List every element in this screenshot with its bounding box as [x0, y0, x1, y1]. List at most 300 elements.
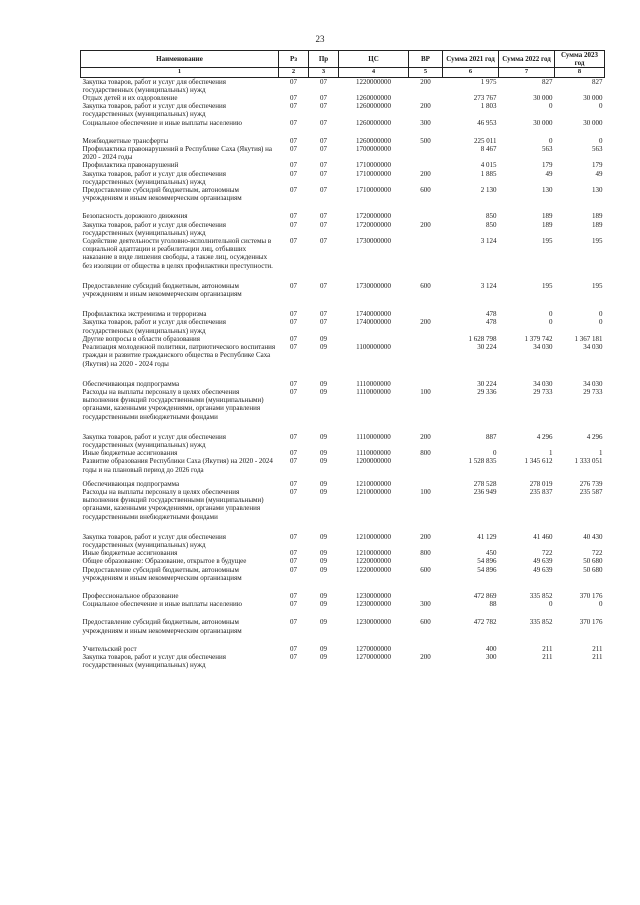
cell-name: Содействие деятельности уголовно-исполнительной системы в социальной адаптации и реабилитации лиц, отбывших наказание в виде лишения свободы, а также лиц, осужденных без изоляции от общества в целях профилактики преступности. [82, 237, 273, 270]
table-row [81, 343, 605, 380]
cell-name: Расходы на выплаты персоналу в целях обеспечения выполнения функций государственными (муниципальными) органами, казенными учреждениями, органами управления государственными внебюджетными фондами [82, 487, 264, 521]
cell-pr: 07 [320, 161, 327, 170]
cell-pr: 09 [320, 549, 327, 558]
cell-rz: 07 [290, 457, 297, 466]
cell-sum-2021: 478 [486, 310, 497, 319]
cell-cs: 1220000000 [356, 565, 391, 574]
cell-name: Иные бюджетные ассигнования [82, 549, 178, 558]
cell-rz: 07 [290, 487, 297, 496]
cell-vr [409, 343, 443, 380]
cell-sum-2021: 2 130 [480, 186, 497, 195]
cell-vr [409, 212, 443, 220]
cell-pr: 09 [320, 387, 327, 396]
cell-pr: 09 [320, 565, 327, 574]
cell-rz: 07 [290, 237, 297, 246]
cell-cs: 1110000000 [356, 449, 391, 458]
cell-vr: 200 [420, 532, 431, 541]
cell-sum-2022: 0 [549, 310, 553, 319]
cell-sum-2022: 179 [542, 161, 553, 170]
cell-cs: 1220000000 [356, 77, 391, 86]
cell-cs: 1710000000 [356, 169, 391, 178]
cell-vr: 100 [420, 487, 431, 496]
cell-sum-2023: 1 367 181 [574, 334, 603, 343]
cell-pr: 09 [320, 479, 327, 488]
cell-sum-2021: 1 803 [480, 102, 497, 111]
cell-sum-2022: 49 639 [533, 557, 553, 566]
cell-sum-2023: 4 296 [586, 432, 603, 441]
cell-sum-2021: 278 528 [473, 479, 497, 488]
cell-sum-2021: 273 767 [473, 94, 497, 103]
cell-vr [409, 557, 443, 565]
cell-sum-2021: 472 869 [473, 591, 497, 600]
cell-sum-2021: 1 628 798 [468, 334, 497, 343]
header-cs: ЦС [339, 51, 409, 68]
cell-sum-2022: 1 345 612 [524, 457, 553, 466]
cell-name: Обеспечивающая подпрограмма [82, 379, 180, 388]
cell-sum-2021: 850 [486, 212, 497, 221]
cell-pr: 07 [320, 186, 327, 195]
cell-sum-2023: 563 [592, 145, 603, 154]
table-row [81, 600, 605, 618]
cell-vr [409, 335, 443, 343]
cell-sum-2023: 276 739 [579, 479, 603, 488]
cell-rz: 07 [290, 118, 297, 127]
cell-rz: 07 [290, 379, 297, 388]
cell-sum-2023: 40 430 [583, 532, 603, 541]
cell-rz: 07 [290, 532, 297, 541]
cell-cs: 1210000000 [356, 487, 391, 496]
cell-vr: 600 [420, 281, 431, 290]
cell-pr: 09 [320, 532, 327, 541]
cell-cs: 1730000000 [356, 281, 391, 290]
cell-name: Развитие образования Республики Саха (Якутия) на 2020 - 2024 годы и на плановый период до 2026 года [82, 457, 273, 474]
cell-sum-2023: 1 [599, 449, 603, 458]
cell-cs: 1260000000 [356, 102, 391, 111]
table-row [81, 533, 605, 549]
cell-vr [409, 161, 443, 169]
header-pr: Пр [309, 51, 339, 68]
cell-pr: 07 [320, 281, 327, 290]
cell-sum-2022: 189 [542, 220, 553, 229]
cell-rz: 07 [290, 136, 297, 145]
cell-pr: 09 [320, 379, 327, 388]
table-row [81, 282, 605, 310]
cell-sum-2021: 46 953 [477, 118, 497, 127]
cell-name: Закупка товаров, работ и услуг для обеспечения государственных (муниципальных) нужд [82, 220, 226, 237]
cell-sum-2023: 0 [599, 136, 603, 145]
cell-pr: 09 [320, 618, 327, 627]
cell-rz: 07 [290, 186, 297, 195]
cell-rz: 07 [290, 557, 297, 566]
table-row [81, 488, 605, 533]
table-body [81, 77, 605, 669]
cell-sum-2021: 225 011 [474, 136, 497, 145]
cell-cs: 1200000000 [356, 457, 391, 466]
cell-vr: 600 [420, 618, 431, 627]
header-num: 5 [409, 68, 443, 77]
cell-vr: 500 [420, 136, 431, 145]
header-sum-2022: Сумма 2022 год [499, 51, 555, 68]
cell-name: Предоставление субсидий бюджетным, автономным учреждениям и иным некоммерческим организациям [82, 618, 242, 635]
table-row [81, 592, 605, 600]
table-row [81, 137, 605, 145]
cell-sum-2023: 235 587 [579, 487, 603, 496]
cell-vr: 100 [420, 387, 431, 396]
cell-vr: 300 [420, 600, 431, 609]
cell-sum-2022: 41 460 [533, 532, 553, 541]
table-row [81, 170, 605, 186]
cell-sum-2023: 130 [592, 186, 603, 195]
cell-name: Профилактика правонарушений [82, 161, 179, 170]
cell-cs: 1110000000 [356, 432, 391, 441]
table-row [81, 653, 605, 669]
cell-vr [409, 145, 443, 161]
table-row [81, 237, 605, 282]
cell-name: Предоставление субсидий бюджетным, автономным учреждениям и иным некоммерческим организациям [82, 186, 242, 203]
cell-sum-2022: 1 379 742 [524, 334, 553, 343]
cell-sum-2022: 827 [542, 77, 553, 86]
cell-sum-2022: 189 [542, 212, 553, 221]
cell-sum-2023: 30 000 [583, 94, 603, 103]
cell-cs: 1260000000 [356, 136, 391, 145]
cell-sum-2023: 50 680 [583, 557, 603, 566]
header-num: 7 [499, 68, 555, 77]
cell-pr: 09 [320, 591, 327, 600]
cell-cs [339, 335, 409, 343]
cell-sum-2023: 34 030 [583, 343, 603, 352]
cell-sum-2023: 370 176 [579, 618, 603, 627]
cell-rz: 07 [290, 565, 297, 574]
cell-cs: 1100000000 [356, 343, 391, 352]
cell-sum-2021: 300 [486, 652, 497, 661]
table-row [81, 77, 605, 94]
cell-sum-2023: 0 [599, 318, 603, 327]
cell-name: Закупка товаров, работ и услуг для обеспечения государственных (муниципальных) нужд [82, 652, 226, 670]
cell-sum-2022: 49 639 [533, 565, 553, 574]
cell-rz: 07 [290, 618, 297, 627]
cell-sum-2022: 30 000 [533, 94, 553, 103]
header-sum-2021: Сумма 2021 год [443, 51, 499, 68]
table-row [81, 102, 605, 118]
cell-pr: 07 [320, 318, 327, 327]
cell-pr: 07 [320, 102, 327, 111]
cell-vr: 600 [420, 565, 431, 574]
cell-cs: 1710000000 [356, 161, 391, 170]
header-num: 1 [81, 68, 279, 77]
cell-sum-2023: 50 680 [583, 565, 603, 574]
cell-name: Отдых детей и их оздоровление [82, 94, 178, 103]
header-num: 6 [443, 68, 499, 77]
cell-vr: 200 [420, 432, 431, 441]
cell-name: Обеспечивающая подпрограмма [82, 479, 180, 488]
cell-name: Другие вопросы в области образования [82, 334, 201, 343]
cell-cs: 1740000000 [356, 318, 391, 327]
cell-pr: 07 [320, 118, 327, 127]
cell-rz: 07 [290, 343, 297, 352]
cell-sum-2021: 450 [486, 549, 497, 558]
cell-cs: 1210000000 [356, 532, 391, 541]
cell-name: Социальное обеспечение и иные выплаты населению [82, 600, 242, 609]
cell-sum-2021: 54 896 [477, 557, 497, 566]
header-num: 3 [309, 68, 339, 77]
cell-pr: 07 [320, 212, 327, 221]
cell-rz: 07 [290, 169, 297, 178]
table-row [81, 549, 605, 557]
table-row [81, 161, 605, 169]
table-row [81, 449, 605, 457]
cell-name: Закупка товаров, работ и услуг для обеспечения государственных (муниципальных) нужд [82, 532, 226, 549]
table-row [81, 557, 605, 565]
cell-sum-2021: 1 885 [480, 169, 497, 178]
table-row [81, 310, 605, 318]
cell-pr: 07 [320, 145, 327, 154]
cell-sum-2023: 0 [599, 102, 603, 111]
cell-rz: 07 [290, 600, 297, 609]
cell-vr: 800 [420, 449, 431, 458]
cell-sum-2023: 179 [592, 161, 603, 170]
cell-sum-2021: 850 [486, 220, 497, 229]
cell-sum-2022: 563 [542, 145, 553, 154]
cell-name: Расходы на выплаты персоналу в целях обеспечения выполнения функций государственными (муниципальными) органами, казенными учреждениями, органами управления государственными внебюджетными фондами [82, 387, 264, 421]
cell-vr: 200 [420, 318, 431, 327]
cell-vr [409, 457, 443, 479]
cell-vr [409, 480, 443, 488]
cell-vr: 300 [420, 118, 431, 127]
cell-name: Общее образование: Образование, открытое в будущее [82, 557, 247, 566]
header-vr: ВР [409, 51, 443, 68]
cell-sum-2021: 88 [489, 600, 497, 609]
cell-name: Реализация молодежной политики, патриотического воспитания граждан и развитие гражданского общества в Республике Саха (Якутия) на 2020 - 2024 годы [82, 343, 276, 368]
cell-vr: 200 [420, 102, 431, 111]
cell-name: Закупка товаров, работ и услуг для обеспечения государственных (муниципальных) нужд [82, 77, 226, 94]
table-header [81, 51, 605, 78]
cell-sum-2023: 0 [599, 310, 603, 319]
cell-sum-2021: 30 224 [477, 379, 497, 388]
cell-sum-2023: 195 [592, 237, 603, 246]
cell-cs: 1220000000 [356, 557, 391, 566]
cell-sum-2023: 189 [592, 212, 603, 221]
cell-sum-2023: 195 [592, 281, 603, 290]
cell-sum-2022: 335 852 [529, 618, 553, 627]
cell-name: Иные бюджетные ассигнования [82, 449, 178, 458]
cell-pr: 07 [320, 77, 327, 86]
cell-rz: 07 [290, 212, 297, 221]
cell-pr: 09 [320, 343, 327, 352]
cell-sum-2023: 722 [592, 549, 603, 558]
cell-sum-2021: 1 528 835 [468, 457, 497, 466]
cell-rz: 07 [290, 644, 297, 653]
cell-sum-2023: 34 030 [583, 379, 603, 388]
table-row [81, 457, 605, 479]
cell-pr: 09 [320, 334, 327, 343]
table-row [81, 433, 605, 449]
cell-name: Безопасность дорожного движения [82, 212, 188, 221]
cell-sum-2022: 722 [542, 549, 553, 558]
cell-sum-2022: 34 030 [533, 379, 553, 388]
table-row [81, 645, 605, 653]
cell-sum-2022: 29 733 [533, 387, 553, 396]
cell-sum-2023: 211 [592, 644, 603, 653]
cell-name: Закупка товаров, работ и услуг для обеспечения государственных (муниципальных) нужд [82, 318, 226, 335]
cell-name: Профилактика правонарушений в Республике Саха (Якутия) на 2020 - 2024 годы [82, 145, 272, 162]
cell-sum-2023: 211 [592, 652, 603, 661]
cell-vr: 200 [420, 77, 431, 86]
header-num: 8 [555, 68, 605, 77]
cell-pr: 09 [320, 652, 327, 661]
cell-sum-2023: 189 [592, 220, 603, 229]
cell-cs: 1270000000 [356, 652, 391, 661]
cell-pr: 09 [320, 557, 327, 566]
cell-vr [409, 94, 443, 102]
cell-sum-2022: 30 000 [533, 118, 553, 127]
cell-pr: 07 [320, 136, 327, 145]
cell-cs: 1110000000 [356, 379, 391, 388]
cell-cs: 1230000000 [356, 600, 391, 609]
cell-rz: 07 [290, 318, 297, 327]
cell-rz: 07 [290, 432, 297, 441]
cell-sum-2023: 49 [595, 169, 603, 178]
cell-sum-2023: 370 176 [579, 591, 603, 600]
header-num: 4 [339, 68, 409, 77]
cell-pr: 07 [320, 310, 327, 319]
page-number: 23 [315, 34, 325, 44]
cell-rz: 07 [290, 387, 297, 396]
cell-name: Предоставление субсидий бюджетным, автономным учреждениям и иным некоммерческим организациям [82, 281, 242, 299]
cell-pr: 09 [320, 600, 327, 609]
budget-table [80, 50, 605, 669]
cell-name: Социальное обеспечение и иные выплаты населению [82, 118, 242, 127]
cell-vr: 600 [420, 186, 431, 195]
cell-sum-2021: 30 224 [477, 343, 497, 352]
cell-name: Закупка товаров, работ и услуг для обеспечения государственных (муниципальных) нужд [82, 432, 226, 449]
cell-sum-2023: 827 [592, 77, 603, 86]
cell-sum-2022: 49 [545, 169, 553, 178]
cell-cs: 1210000000 [356, 479, 391, 488]
cell-rz: 07 [290, 334, 297, 343]
cell-pr: 07 [320, 169, 327, 178]
header-rz: Рз [279, 51, 309, 68]
cell-sum-2022: 1 [549, 449, 553, 458]
cell-name: Закупка товаров, работ и услуг для обеспечения государственных (муниципальных) нужд [82, 102, 226, 119]
cell-cs: 1210000000 [356, 549, 391, 558]
cell-rz: 07 [290, 220, 297, 229]
cell-sum-2022: 130 [542, 186, 553, 195]
cell-sum-2023: 29 733 [583, 387, 603, 396]
table-row [81, 186, 605, 212]
cell-rz: 07 [290, 145, 297, 154]
cell-pr: 09 [320, 457, 327, 466]
cell-sum-2021: 236 949 [473, 487, 497, 496]
cell-vr: 200 [420, 169, 431, 178]
cell-cs: 1110000000 [356, 387, 391, 396]
cell-sum-2021: 1 975 [480, 77, 497, 86]
table-row [81, 566, 605, 592]
cell-vr [409, 592, 443, 600]
cell-rz: 07 [290, 310, 297, 319]
cell-cs: 1720000000 [356, 212, 391, 221]
cell-vr: 800 [420, 549, 431, 558]
cell-cs: 1710000000 [356, 186, 391, 195]
cell-cs: 1730000000 [356, 237, 391, 246]
cell-name: Учительский рост [82, 644, 137, 653]
cell-cs: 1230000000 [356, 591, 391, 600]
header-num: 2 [279, 68, 309, 77]
cell-sum-2022: 0 [549, 136, 553, 145]
cell-cs: 1720000000 [356, 220, 391, 229]
cell-rz: 07 [290, 161, 297, 170]
cell-pr: 09 [320, 644, 327, 653]
cell-cs: 1260000000 [356, 118, 391, 127]
cell-sum-2022: 34 030 [533, 343, 553, 352]
cell-sum-2021: 478 [486, 318, 497, 327]
cell-sum-2021: 3 124 [480, 237, 497, 246]
cell-cs: 1270000000 [356, 644, 391, 653]
cell-sum-2022: 235 837 [529, 487, 553, 496]
cell-pr: 09 [320, 487, 327, 496]
cell-sum-2021: 8 467 [480, 145, 497, 154]
table-row [81, 480, 605, 488]
cell-sum-2021: 4 015 [480, 161, 497, 170]
table-row [81, 119, 605, 137]
table-row [81, 618, 605, 644]
cell-sum-2021: 472 782 [473, 618, 497, 627]
table-row [81, 212, 605, 220]
cell-vr: 200 [420, 652, 431, 661]
cell-name: Профессиональное образование [82, 591, 179, 600]
cell-sum-2023: 1 333 051 [574, 457, 603, 466]
cell-cs: 1700000000 [356, 145, 391, 154]
cell-sum-2022: 195 [542, 281, 553, 290]
table-row [81, 221, 605, 237]
cell-sum-2021: 0 [493, 449, 497, 458]
cell-pr: 07 [320, 94, 327, 103]
cell-rz: 07 [290, 652, 297, 661]
cell-name: Профилактика экстремизма и терроризма [82, 310, 207, 319]
cell-cs: 1230000000 [356, 618, 391, 627]
cell-pr: 07 [320, 237, 327, 246]
cell-pr: 09 [320, 449, 327, 458]
cell-vr [409, 380, 443, 388]
cell-cs: 1740000000 [356, 310, 391, 319]
cell-sum-2021: 41 129 [477, 532, 497, 541]
header-sum-2023: Сумма 2023 год [555, 51, 605, 68]
cell-sum-2022: 211 [542, 644, 553, 653]
cell-rz: 07 [290, 479, 297, 488]
cell-sum-2022: 4 296 [536, 432, 553, 441]
cell-sum-2022: 211 [542, 652, 553, 661]
cell-cs: 1260000000 [356, 94, 391, 103]
cell-name: Закупка товаров, работ и услуг для обеспечения государственных (муниципальных) нужд [82, 169, 226, 186]
cell-vr [409, 645, 443, 653]
cell-sum-2022: 335 852 [529, 591, 553, 600]
cell-pr: 09 [320, 432, 327, 441]
cell-sum-2023: 30 000 [583, 118, 603, 127]
cell-sum-2022: 0 [549, 102, 553, 111]
cell-sum-2022: 278 019 [529, 479, 553, 488]
cell-rz: 07 [290, 102, 297, 111]
cell-name: Межбюджетные трансферты [82, 136, 169, 145]
cell-rz: 07 [290, 94, 297, 103]
cell-sum-2022: 0 [549, 318, 553, 327]
cell-rz: 07 [290, 77, 297, 86]
budget-table-container [80, 50, 604, 669]
cell-sum-2021: 400 [486, 644, 497, 653]
cell-pr: 07 [320, 220, 327, 229]
cell-sum-2022: 0 [549, 600, 553, 609]
cell-sum-2021: 3 124 [480, 281, 497, 290]
cell-sum-2021: 29 336 [477, 387, 497, 396]
cell-rz: 07 [290, 281, 297, 290]
